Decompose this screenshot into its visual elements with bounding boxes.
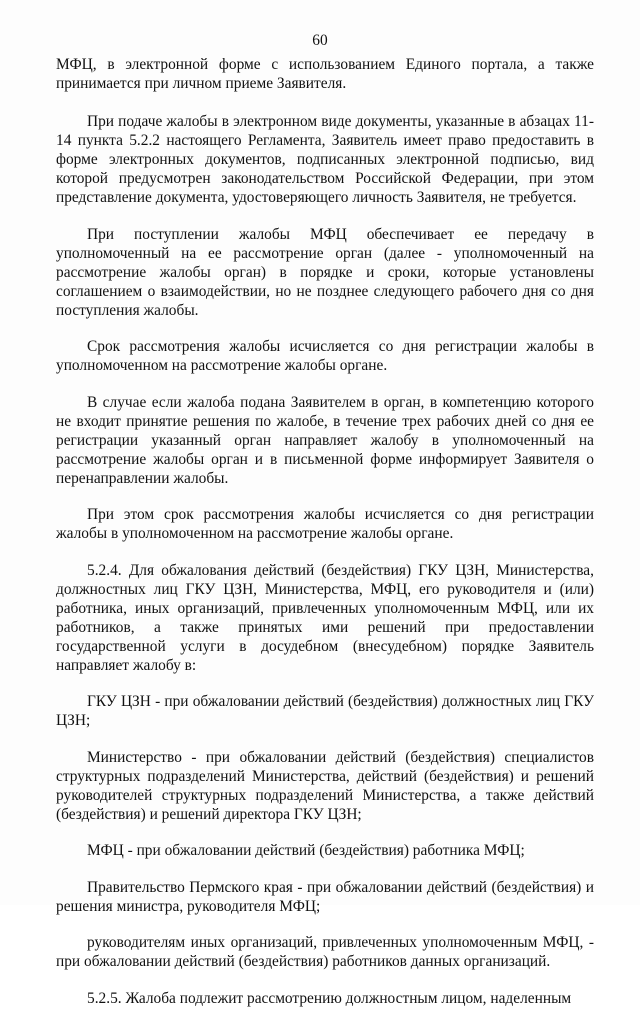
paragraph-review-term: Срок рассмотрения жалобы исчисляется со дня регистрации жалобы в уполномоченном на рассмотрение жалобы органе.: [56, 338, 594, 374]
paragraph-redirect-term: При этом срок рассмотрения жалобы исчисляется со дня регистрации жалобы в уполномоченном на рассмотрение жалобы органе.: [56, 506, 594, 542]
document-body: [56, 55, 594, 1025]
list-item-government: Правительство Пермского края - при обжаловании действий (бездействия) и решения министра, руководителя МФЦ;: [56, 878, 594, 915]
paragraph-redirect: В случае если жалоба подана Заявителем в орган, в компетенцию которого не входит принятие решения по жалобе, в течение трех рабочих дней со дня ее регистрации указанный орган направляет жалобу в уполномоченный на рассмотрение жалобы орган и в письменной форме информирует Заявителя о перенаправлении жалобы.: [56, 393, 594, 487]
page-number: 60: [312, 32, 328, 49]
paragraph-electronic-documents: При подаче жалобы в электронном виде документы, указанные в абзацах 11-14 пункта 5.2.2 настоящего Регламента, Заявитель имеет право предоставить в форме электронных документов, подписанных электронной подписью, вид которой предусмотрен законодательством Российской Федерации, при этом представление документа, удостоверяющего личность Заявителя, не требуется.: [56, 113, 594, 206]
paragraph-continuation: МФЦ, в электронной форме с использованием Единого портала, а также принимается при личном приеме Заявителя.: [56, 56, 594, 92]
paragraph-mfc-transfer: При поступлении жалобы МФЦ обеспечивает ее передачу в уполномоченный на ее рассмотрение орган (далее - уполномоченный на рассмотрение жалобы орган) в порядке и сроки, которые установлены соглашением о взаимодействии, но не позднее следующего рабочего дня со дня поступления жалобы.: [56, 225, 594, 319]
list-item-ministry: Министерство - при обжаловании действий (бездействия) специалистов структурных подразделений Министерства, действий (бездействия) и решений руководителей структурных подразделений Министерства, а также действий (бездействия) и решений директора ГКУ ЦЗН;: [56, 748, 594, 823]
paragraph-5-2-5: 5.2.5. Жалоба подлежит рассмотрению должностным лицом, наделенным: [87, 989, 572, 1007]
list-item-mfc: МФЦ - при обжаловании действий (бездействия) работника МФЦ;: [87, 842, 525, 859]
paragraph-5-2-4: 5.2.4. Для обжалования действий (бездействия) ГКУ ЦЗН, Министерства, должностных лиц ГКУ ЦЗН, Министерства, МФЦ, его руководителя и (или) работника, иных организаций, привлеченных уполномоченным МФЦ, или их работников, а также принятых ими решений при предоставлении государственной услуги в досудебном (внесудебном) порядке Заявитель направляет жалобу в:: [56, 561, 594, 674]
list-item-gku-czn: ГКУ ЦЗН - при обжаловании действий (бездействия) должностных лиц ГКУ ЦЗН;: [56, 693, 594, 729]
list-item-other-organizations: руководителям иных организаций, привлеченных уполномоченным МФЦ, - при обжаловании действий (бездействия) работников данных организаций.: [56, 934, 594, 970]
